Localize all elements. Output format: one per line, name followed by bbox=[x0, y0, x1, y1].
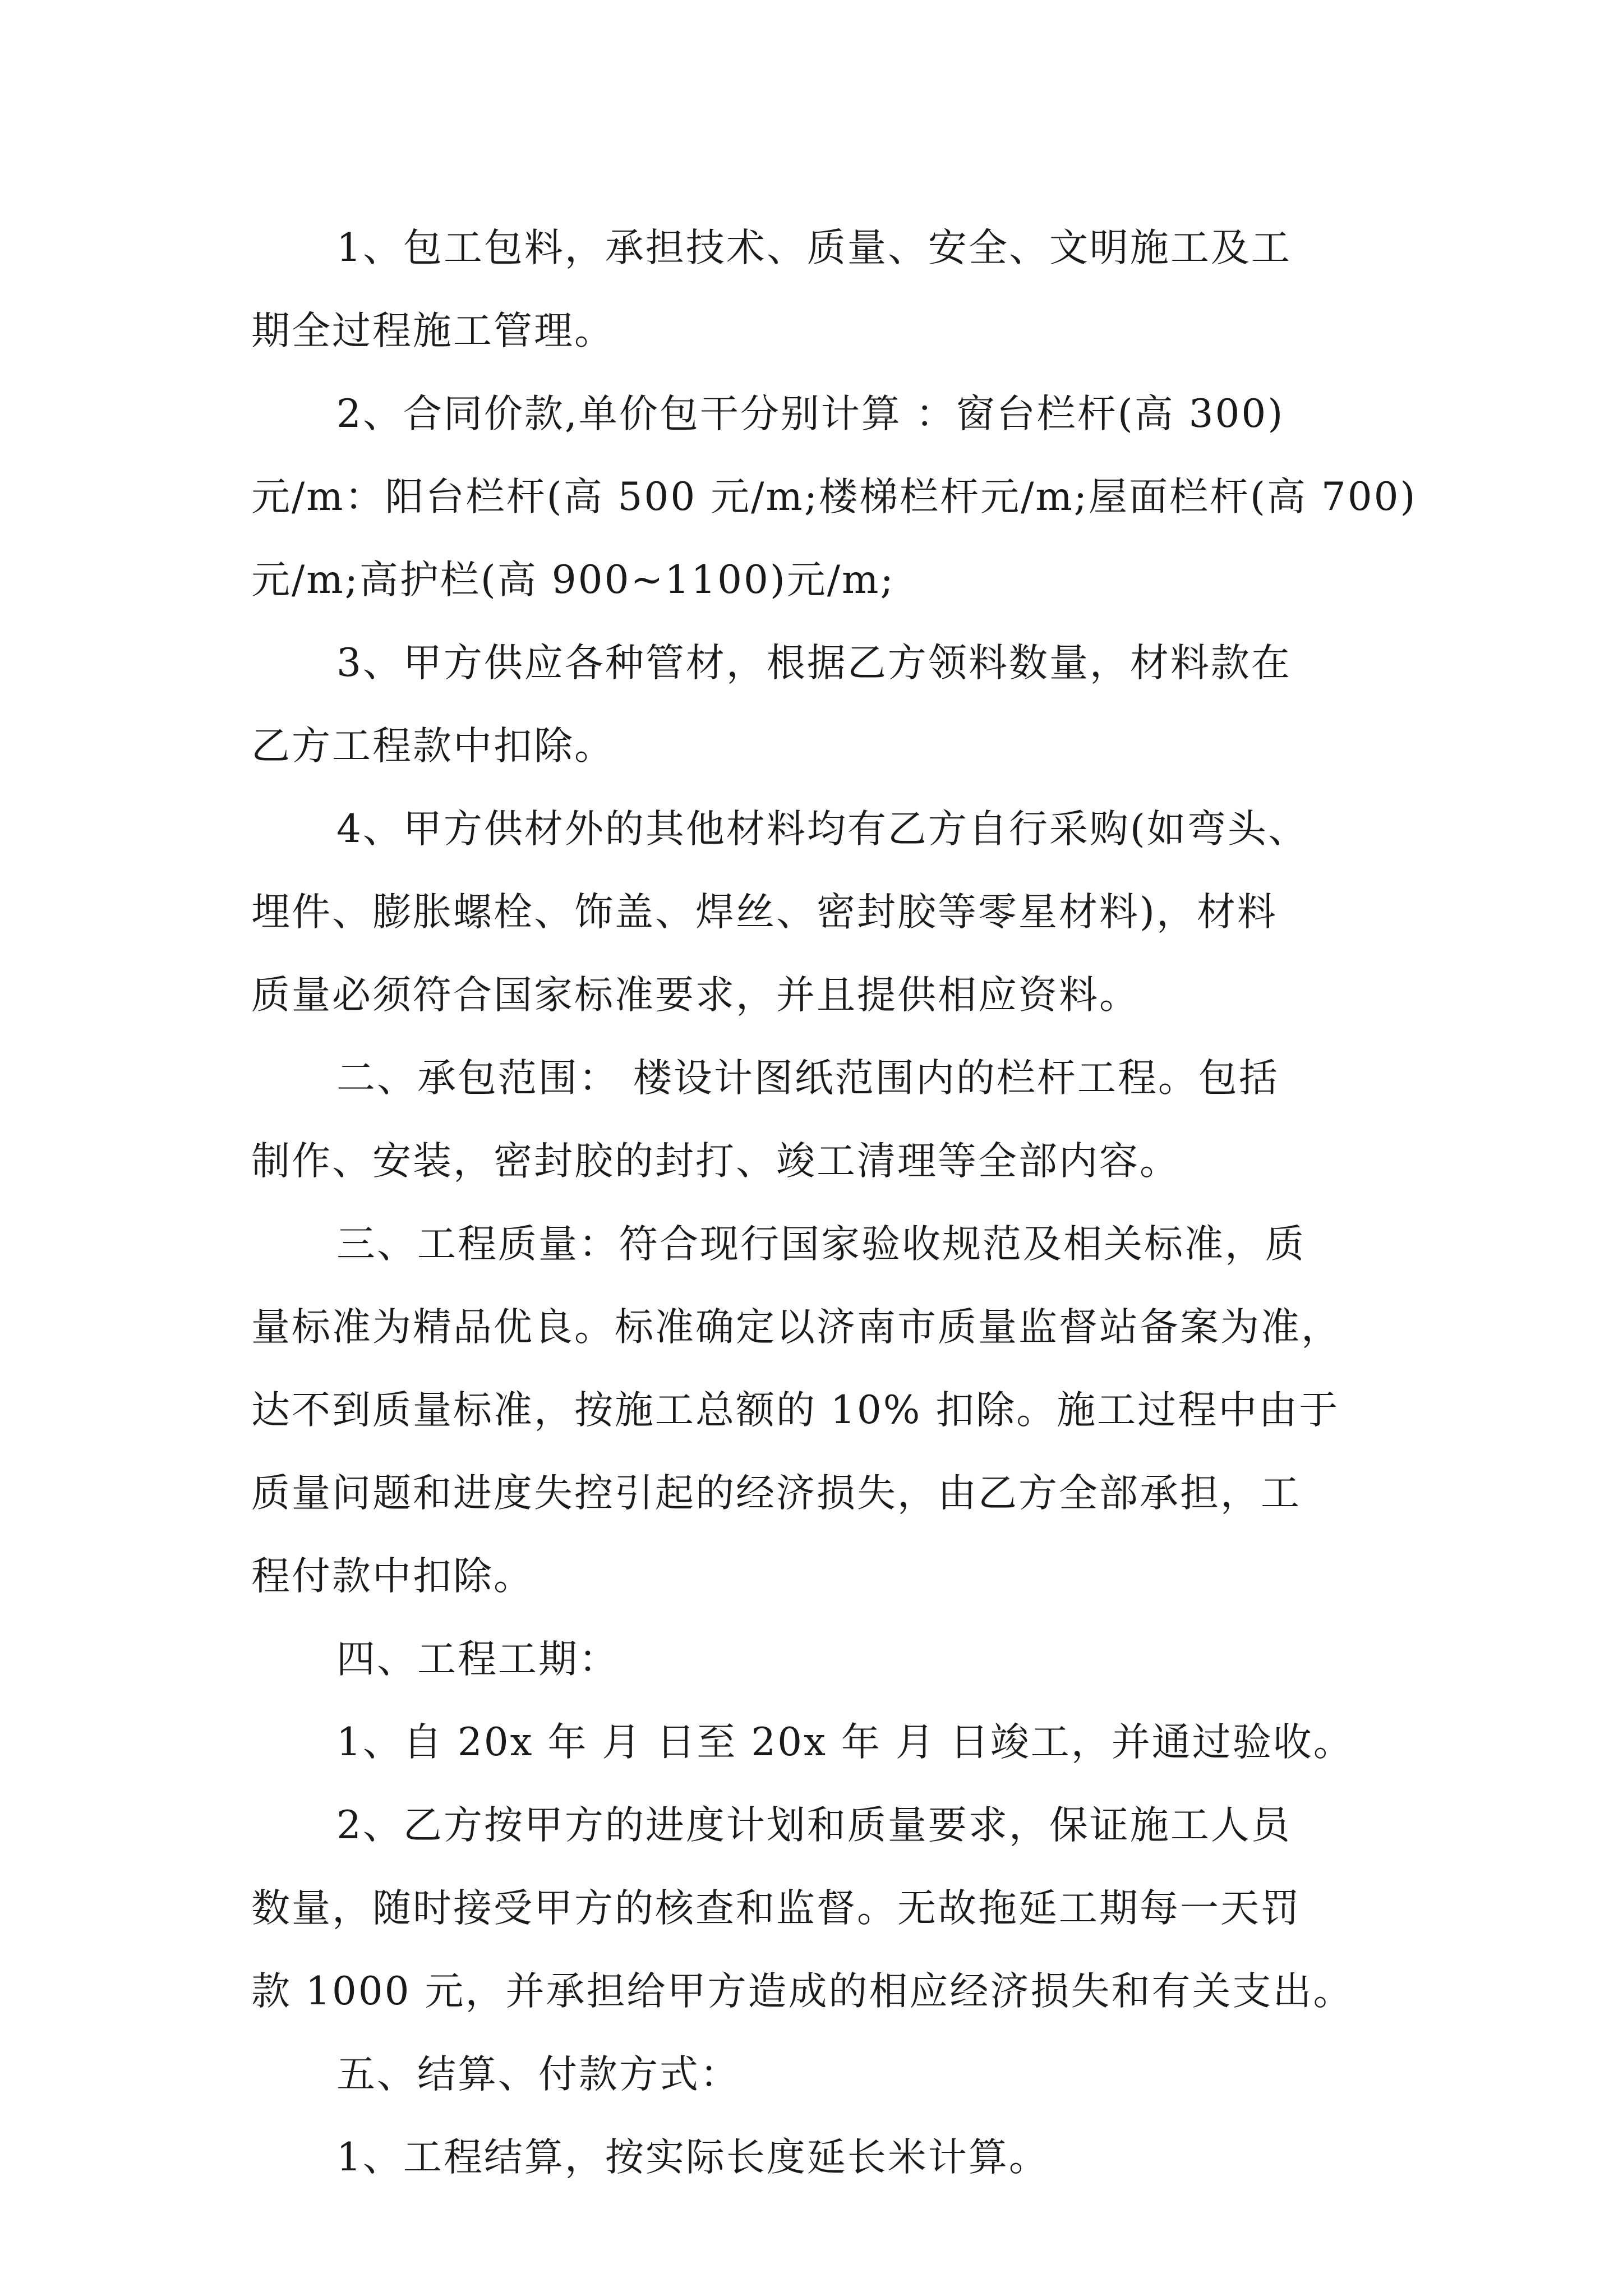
paragraph-4 bbox=[251, 788, 1384, 1037]
paragraph-line: 1、自 20x 年 月 日至 20x 年 月 日竣工，并通过验收。 bbox=[336, 1720, 1354, 1765]
paragraph-line: 程付款中扣除。 bbox=[251, 1554, 534, 1599]
paragraph-line: 数量，随时接受甲方的核查和监督。无故拖延工期每一天罚 bbox=[251, 1886, 1301, 1931]
paragraph-line: 乙方工程款中扣除。 bbox=[251, 724, 615, 769]
paragraph-line: 3、甲方供应各种管材，根据乙方领料数量，材料款在 bbox=[336, 641, 1292, 685]
paragraph-10 bbox=[251, 2033, 1384, 2116]
paragraph-line: 款 1000 元，并承担给甲方造成的相应经济损失和有关支出。 bbox=[251, 1969, 1354, 2014]
paragraph-line: 二、承包范围： 楼设计图纸范围内的栏杆工程。包括 bbox=[336, 1056, 1279, 1101]
paragraph-line: 量标准为精品优良。标准确定以济南市质量监督站备案为准， bbox=[251, 1305, 1341, 1350]
paragraph-3 bbox=[251, 622, 1384, 788]
paragraph-line: 质量必须符合国家标准要求，并且提供相应资料。 bbox=[251, 973, 1140, 1018]
paragraph-line: 4、甲方供材外的其他材料均有乙方自行采购(如弯头、 bbox=[336, 807, 1308, 852]
paragraph-11 bbox=[251, 2116, 1384, 2199]
document-body bbox=[251, 206, 1417, 2199]
paragraph-2 bbox=[251, 372, 1417, 622]
paragraph-line: 元/m;高护栏(高 900~1100)元/m; bbox=[251, 558, 895, 602]
paragraph-5 bbox=[251, 1037, 1384, 1203]
paragraph-line: 元/m：阳台栏杆(高 500 元/m;楼梯栏杆元/m;屋面栏杆(高 700) bbox=[251, 475, 1417, 519]
paragraph-7 bbox=[251, 1618, 1384, 1701]
paragraph-line: 五、结算、付款方式： bbox=[336, 2052, 740, 2097]
paragraph-6 bbox=[251, 1203, 1384, 1618]
paragraph-line: 埋件、膨胀螺栓、饰盖、焊丝、密封胶等零星材料)，材料 bbox=[251, 890, 1278, 935]
paragraph-line: 2、乙方按甲方的进度计划和质量要求，保证施工人员 bbox=[336, 1803, 1292, 1848]
paragraph-line: 质量问题和进度失控引起的经济损失，由乙方全部承担，工 bbox=[251, 1471, 1301, 1516]
paragraph-line: 达不到质量标准，按施工总额的 10% 扣除。施工过程中由于 bbox=[251, 1388, 1340, 1433]
paragraph-line: 1、包工包料，承担技术、质量、安全、文明施工及工 bbox=[336, 226, 1292, 270]
paragraph-line: 制作、安装，密封胶的封打、竣工清理等全部内容。 bbox=[251, 1139, 1180, 1184]
paragraph-1 bbox=[251, 206, 1384, 372]
paragraph-8 bbox=[251, 1701, 1384, 1784]
paragraph-line: 四、工程工期： bbox=[336, 1637, 619, 1682]
paragraph-line: 期全过程施工管理。 bbox=[251, 309, 615, 353]
paragraph-9 bbox=[251, 1784, 1384, 2033]
paragraph-line: 1、工程结算，按实际长度延长米计算。 bbox=[336, 2135, 1049, 2180]
paragraph-line: 三、工程质量：符合现行国家验收规范及相关标准，质 bbox=[336, 1222, 1306, 1267]
paragraph-line: 2、合同价款,单价包干分别计算 ：窗台栏杆(高 300) bbox=[336, 392, 1285, 436]
